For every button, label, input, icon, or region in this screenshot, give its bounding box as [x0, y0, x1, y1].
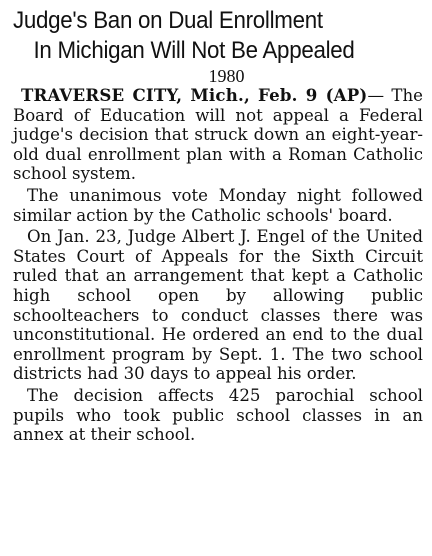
headline-line-2: In Michigan Will Not Be Appealed [33, 37, 355, 64]
article-body [13, 86, 423, 445]
article-paragraph [13, 86, 423, 184]
paragraph-text: — The Board of Education will not appeal a Federal judge's decision that struck down an eight-year-old dual enrollment plan with a Roman Catholic school system. [13, 86, 423, 184]
publication-year: 1980 [208, 66, 245, 86]
article-paragraph: On Jan. 23, Judge Albert J. Engel of the United States Court of Appeals for the Sixth Circuit ruled that an arrangement that kept a Catholic high school open by allowing public schoolteachers to conduct classes there was unconstitutional. He ordered an end to the dual enrollment program by Sept. 1. The two school districts had 30 days to appeal his order. [13, 227, 423, 384]
headline-line-1: Judge's Ban on Dual Enrollment [13, 7, 323, 34]
article-paragraph: The decision affects 425 parochial school pupils who took public school classes in an annex at their school. [13, 385, 423, 445]
dateline: TRAVERSE CITY, Mich., Feb. 9 (AP) [21, 85, 368, 105]
article-paragraph: The unanimous vote Monday night followed similar action by the Catholic schools' board. [13, 185, 423, 225]
headline [13, 6, 397, 66]
